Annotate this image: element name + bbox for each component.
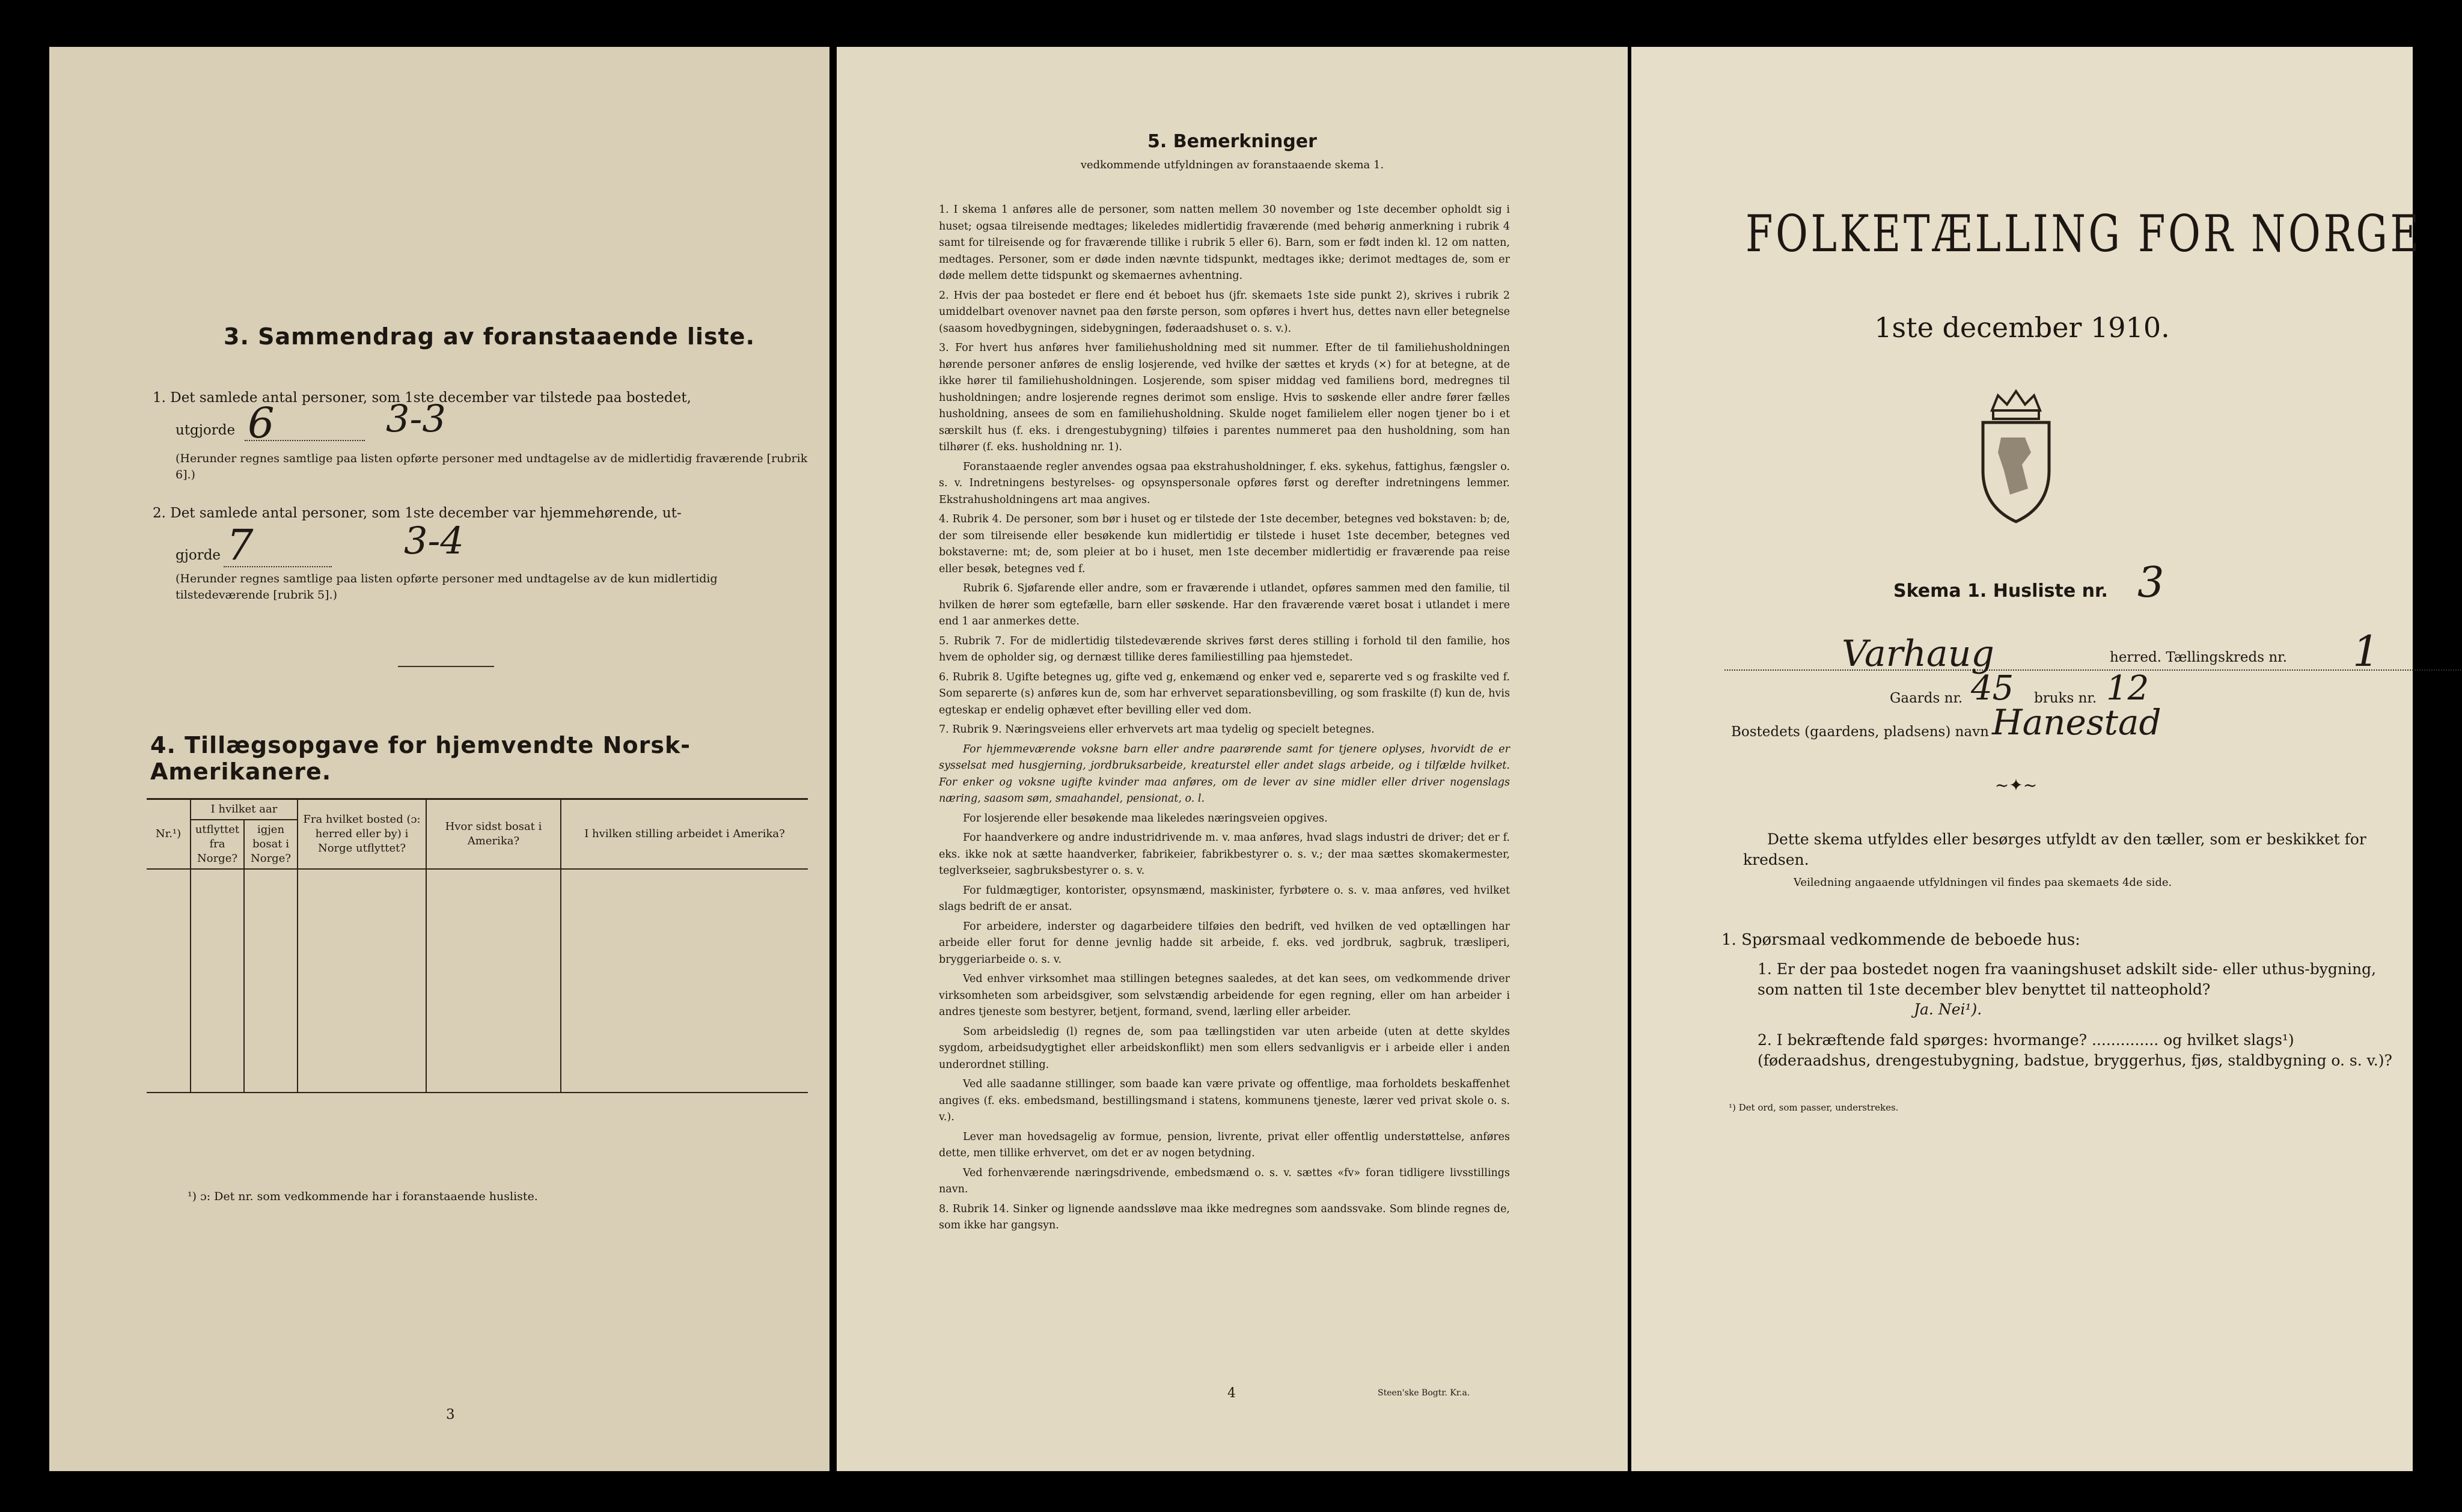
col-emigrated: utflyttet fra Norge? bbox=[191, 820, 244, 869]
remarks-title: 5. Bemerkninger bbox=[1147, 131, 1317, 152]
item-2-label: gjorde bbox=[176, 547, 221, 563]
item-1-total: 6 bbox=[248, 398, 275, 448]
bosted-label: Bostedets (gaardens, pladsens) navn bbox=[1731, 724, 1989, 740]
item-2-note: (Herunder regnes samtlige paa listen opførte personer med undtagelse av de kun midlertidig tilstedeværende [rubrik 5].) bbox=[176, 572, 718, 602]
remark-7-b: For losjerende eller besøkende maa likeledes næringsveien opgives. bbox=[963, 812, 1328, 825]
remark-7-i: Lever man hovedsagelig av formue, pension, livrente, privat eller offentlig understøttelse, anføres dette, men tillike erhvervet, om det er av nogen betydning. bbox=[939, 1130, 1510, 1159]
section-3-title: 3. Sammendrag av foranstaaende liste. bbox=[224, 323, 756, 350]
remarks-body bbox=[939, 202, 1510, 1237]
col-from-where: Fra hvilket bosted (ɔ: herred eller by) i Norge utflyttet? bbox=[298, 800, 426, 869]
remark-7-d: For fuldmægtiger, kontorister, opsynsmænd, maskinister, fyrbøtere o. s. v. maa anføres, ved hvilket slags bedrift de er ansat. bbox=[939, 884, 1510, 913]
gaards-number: 45 bbox=[1971, 669, 2014, 708]
col-last-residence: Hvor sidst bosat i Amerika? bbox=[426, 800, 561, 869]
question-1: 1. Er der paa bostedet nogen fra vaaningshuset adskilt side- eller uthus-bygning, som natten til 1ste december blev benyttet til natteophold? bbox=[1758, 960, 2377, 998]
herred-line bbox=[1724, 655, 2462, 671]
remark-7-c: For haandverkere og andre industridrivende m. v. maa anføres, hvad slags industri de driver; det er f. eks. ikke nok at sætte haandverker, fabrikeier, fabrikbestyrer o. s. v.; der maa sættes skomakermester, teglverkseier, sagbruksbestyrer o. s. v. bbox=[939, 832, 1510, 877]
remark-7-a: For hjemmeværende voksne barn eller andre paarørende samt for tjenere oplyses, hvorvidt de er sysselsat med husgjerning, jordbruksarbeide, kreaturstel eller andet slags arbeide, og i tilfælde hvilket. For enker og voksne ugifte kvinder maa anføres, om de lever av sine midler eller driver nogenslags næring, saasom søm, smaahandel, pensionat, o. l. bbox=[939, 743, 1510, 805]
table-footnote: ¹) ɔ: Det nr. som vedkommende har i foranstaaende husliste. bbox=[188, 1190, 538, 1203]
remark-4-rubrik-6: Rubrik 6. Sjøfarende eller andre, som er fraværende i utlandet, opføres sammen med den familie, til hvilken de hører som egtefælle, barn eller søskende. Har den fraværende været bosat i utlandet i mere end 1 aar anmerkes dette. bbox=[939, 582, 1510, 627]
item-2-text: 2. Det samlede antal personer, som 1ste december var hjemmehørende, ut- bbox=[153, 505, 682, 521]
cover-footnote: ¹) Det ord, som passer, understrekes. bbox=[1729, 1102, 1899, 1113]
item-2-dotline bbox=[224, 546, 332, 567]
instruction-text: Dette skema utfyldes eller besørges utfyldt av den tæller, som er beskikket for kredsen. bbox=[1743, 831, 2366, 868]
remark-7-h: Ved alle saadanne stillinger, som baade kan være private og offentlige, maa forholdets beskaffenhet angives (f. eks. embedsmand, bestillingsmand i statens, kommunens tjeneste, lærer ved privat skole o. s. v.). bbox=[939, 1078, 1510, 1123]
skema-label: Skema 1. Husliste nr. bbox=[1893, 581, 2108, 602]
remark-7: 7. Rubrik 9. Næringsveiens eller erhvervets art maa tydelig og specielt betegnes. bbox=[939, 724, 1375, 736]
kreds-number: 1 bbox=[2353, 627, 2380, 676]
page-4-remarks bbox=[837, 47, 1628, 1471]
instruction-note: Veiledning angaaende utfyldningen vil findes paa skemaets 4de side. bbox=[1794, 876, 2172, 889]
herred-label: herred. Tællingskreds nr. bbox=[2106, 648, 2291, 667]
item-1-breakdown: 3-3 bbox=[386, 397, 446, 440]
remark-1: 1. I skema 1 anføres alle de personer, som natten mellem 30 november og 1ste december opholdt sig i huset; ogsaa tilreisende medtages; likeledes midlertidig fraværende (med behørig anmerkning i rubrik 4 samt for tilreisende og for fraværende tillike i rubrik 5 eller 6). Barn, som er født inden kl. 12 om natten, medtages. Personer, som er døde inden nævnte tidspunkt, medtages ikke; derimot medtages de, som er døde mellem dette tidspunkt og skemaernes avhentning. bbox=[939, 204, 1510, 282]
husliste-number: 3 bbox=[2137, 558, 2164, 607]
census-title: FOLKETÆLLING FOR NORGE bbox=[1746, 204, 2422, 263]
item-1-dotline bbox=[245, 419, 365, 441]
col-year-group: I hvilket aar bbox=[191, 800, 298, 820]
gaards-label: Gaards nr. bbox=[1890, 690, 1963, 706]
remark-8: 8. Rubrik 14. Sinker og lignende aandssløve maa ikke medregnes som aandssvake. Som blinde regnes de, som ikke har gangsyn. bbox=[939, 1203, 1510, 1231]
section-4-title: 4. Tillægsopgave for hjemvendte Norsk-Amerikanere. bbox=[150, 732, 691, 785]
col-returned: igjen bosat i Norge? bbox=[244, 820, 298, 869]
coat-of-arms-icon bbox=[1974, 386, 2058, 525]
census-date: 1ste december 1910. bbox=[1874, 311, 2170, 344]
bruks-number: 12 bbox=[2106, 669, 2149, 708]
item-1-label: utgjorde bbox=[176, 422, 236, 438]
norsk-amerikanere-table bbox=[147, 800, 808, 1093]
divider bbox=[398, 666, 494, 667]
page-1-cover bbox=[1631, 47, 2422, 1471]
remark-5: 5. Rubrik 7. For de midlertidig tilstedeværende skrives først deres stilling i forhold til den familie, hos hvem de opholder sig, og dernæst tillike deres familiestilling paa hjemstedet. bbox=[939, 635, 1510, 663]
remark-3: 3. For hvert hus anføres hver familiehusholdning med sit nummer. Efter de til familiehusholdningen hørende personer anføres de enslig losjerende, ved hvilke der sættes et kryds (×) for at betegne, at de ikke hører til familiehusholdningen. Losjerende, som spiser middag ved familiens bord, medregnes til husholdningen; andre losjerende regnes derimot som enslige. Hvis to søskende eller andre fører fælles husholdning, ansees de som en familiehusholdning. Skulde noget familielem eller nogen tjener bo i et særskilt hus (f. eks. i drengestubygning) tilføies i parentes nummeret paa den husholdning, som han tilhører (f. eks. husholdning nr. 1). bbox=[939, 342, 1510, 453]
col-nr: Nr.¹) bbox=[147, 800, 191, 869]
remark-2: 2. Hvis der paa bostedet er flere end ét beboet hus (jfr. skemaets 1ste side punkt 2), skrives i rubrik 2 umiddelbart ovenover navnet paa den første person, som opføres i hvert hus, dettes navn eller betegnelse (saasom hovedbygningen, sidebygningen, føderaadshuset o. s. v.). bbox=[939, 289, 1510, 335]
remark-4: 4. Rubrik 4. De personer, som bør i huset og er tilstede der 1ste december, betegnes ved bokstaven: b; de, der som tilreisende eller besøkende kun midlertidig er tilstede i huset 1ste december, betegnes ved bokstaverne: mt; de, som pleier at bo i huset, men 1ste december midlertidig er fraværende paa reise eller besøk, betegnes ved f. bbox=[939, 513, 1510, 575]
col-occupation: I hvilken stilling arbeidet i Amerika? bbox=[561, 800, 808, 869]
page-number-3: 3 bbox=[446, 1407, 455, 1422]
remark-7-g: Som arbeidsledig (l) regnes de, som paa tællingstiden var uten arbeide (uten at dette skyldes sygdom, arbeidsudygtighet eller arbeidskonflikt) men som ellers sedvanligvis er i arbeide eller i anden underordnet stilling. bbox=[939, 1025, 1510, 1071]
item-2-total: 7 bbox=[227, 520, 254, 570]
ornament-icon: ~✦~ bbox=[1994, 775, 2038, 795]
questions-header: 1. Spørsmaal vedkommende de beboede hus: bbox=[1721, 931, 2080, 949]
item-1-note: (Herunder regnes samtlige paa listen opførte personer med undtagelse av de midlertidig fraværende [rubrik 6].) bbox=[176, 452, 808, 481]
remark-6: 6. Rubrik 8. Ugifte betegnes ug, gifte ved g, enkemænd og enker ved e, separerte ved s og fraskilte ved f. Som separerte (s) anføres kun de, som har erhvervet separationsbevilling, og som fraskilte (f) kun de, hvis egteskap er endelig ophævet efter bevilling eller ved dom. bbox=[939, 671, 1510, 716]
herred-value: Varhaug bbox=[1842, 633, 1994, 675]
item-1-text: 1. Det samlede antal personer, som 1ste december var tilstede paa bostedet, bbox=[153, 390, 691, 406]
remark-7-j: Ved forhenværende næringsdrivende, embedsmænd o. s. v. sættes «fv» foran tidligere livsstillings navn. bbox=[939, 1166, 1510, 1195]
question-1-answer: Ja. Nei¹). bbox=[1914, 1001, 1982, 1018]
page-number-4: 4 bbox=[1227, 1386, 1236, 1401]
bosted-value: Hanestad bbox=[1992, 702, 2161, 743]
remarks-subtitle: vedkommende utfyldningen av foranstaaende skema 1. bbox=[1080, 159, 1384, 171]
bruks-label: bruks nr. bbox=[2034, 690, 2097, 706]
remark-3-extra: Foranstaaende regler anvendes ogsaa paa ekstrahusholdninger, f. eks. sykehus, fattighus, fængsler o. s. v. Indretningens bestyrelses- og opsynspersonale opføres først og derefter indretningens lemmer. Ekstrahusholdningens art maa angives. bbox=[939, 460, 1510, 506]
question-2: 2. I bekræftende fald spørges: hvormange? .............. og hvilket slags¹) (føderaadshus, drengestubygning, badstue, bryggerhus, fjøs, staldbygning o. s. v.)? bbox=[1758, 1031, 2392, 1069]
item-2-breakdown: 3-4 bbox=[404, 519, 464, 562]
remark-7-f: Ved enhver virksomhet maa stillingen betegnes saaledes, at det kan sees, om vedkommende driver virksomheten som arbeidsgiver, som selvstændig arbeidende for egen regning, eller om han arbeider i andres tjeneste som bestyrer, betjent, formand, svend, lærling eller arbeider. bbox=[939, 973, 1510, 1018]
remark-7-e: For arbeidere, inderster og dagarbeidere tilføies den bedrift, ved hvilken de ved optællingen har arbeide eller forut for denne jevnlig hadde sit arbeide, f. eks. ved jordbruk, sagbruk, træsliperi, bryggeriarbeide o. s. v. bbox=[939, 920, 1510, 966]
printer-mark: Steen'ske Bogtr. Kr.a. bbox=[1378, 1388, 1470, 1398]
page-3-summary bbox=[49, 47, 829, 1471]
